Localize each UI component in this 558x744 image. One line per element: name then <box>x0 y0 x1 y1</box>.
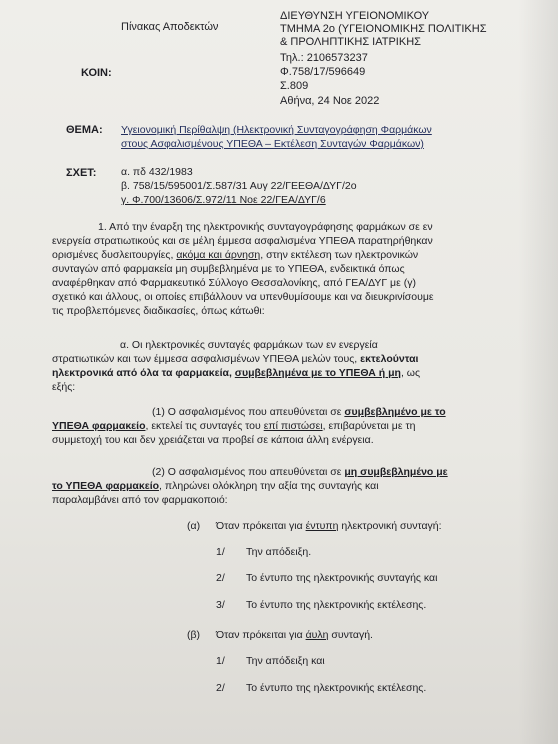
case-b-item-1-num: 1/ <box>216 655 225 667</box>
sub1-l2d: , επιβαρύνεται με τη <box>322 420 416 432</box>
sub2-l2a: το ΥΠΕΘΑ φαρμακείο <box>52 480 160 492</box>
case-a-item-1-num: 1/ <box>216 546 225 558</box>
para1-l3a: ορισμένες δυσλειτουργίες, <box>52 249 177 261</box>
case-a-item-3-num: 3/ <box>216 599 225 611</box>
sub2-l1a: (2) Ο ασφαλισμένος που απευθύνεται σε <box>152 466 345 478</box>
related-a: α. πδ 432/1983 <box>121 166 193 178</box>
para-a-line-1: α. Οι ηλεκτρονικές συνταγές φαρμάκων των εν ενεργεία <box>120 339 378 351</box>
case-b-heading <box>216 629 373 642</box>
koin-label: ΚΟΙΝ: <box>81 67 112 79</box>
case-a-t3: ηλεκτρονική συνταγή: <box>338 520 442 532</box>
case-b-item-2-text: Το έντυπο της ηλεκτρονικής εκτέλεσης. <box>246 682 427 694</box>
case-a-item-3-text: Το έντυπο της ηλεκτρονικής εκτέλεσης. <box>246 599 427 611</box>
subject-line-2: στους Ασφαλισμένους ΥΠΕΘΑ – Εκτέλεση Συνταγών Φαρμάκων) <box>121 138 424 150</box>
para-a-l3c: , ως <box>400 367 421 379</box>
case-a-item-2-text: Το έντυπο της ηλεκτρονικής συνταγής και <box>246 572 438 584</box>
para-a-l2a: στρατιωτικών και των έμμεσα ασφαλισμένων ΥΠΕΘΑ μελών τους, <box>52 353 361 365</box>
sub2-line-1 <box>152 466 448 479</box>
sub2-line-3: παραλαμβάνει από τον φαρμακοποιό: <box>52 494 228 506</box>
sub1-l1b: συμβεβλημένο με το <box>344 406 446 418</box>
related-b: β. 758/15/595001/Σ.587/31 Αυγ 22/ΓΕΕΘΑ/ΔΥΓ/2ο <box>121 180 357 192</box>
para-a-l2b: εκτελούνται <box>360 353 419 365</box>
sub1-line-1 <box>152 406 446 419</box>
para1-l3c: , στην εκτέλεση των ηλεκτρονικών <box>260 249 419 261</box>
para1-line-3 <box>52 249 418 262</box>
para-a-l3b: συμβεβλημένα με το ΥΠΕΘΑ ή μη <box>234 367 401 379</box>
case-a-t1: Όταν πρόκειται για <box>216 520 306 532</box>
para1-line-5: αναφέρθηκαν από Φαρμακευτικό Σύλλογο Θεσσαλονίκης, από ΓΕΑ/ΔΥΓ με (γ) <box>52 277 416 289</box>
header-ref: Φ.758/17/596649 <box>280 66 366 78</box>
sub2-l1b: μη συμβεβλημένο με <box>344 466 448 478</box>
case-b-item-1-text: Την απόδειξη και <box>246 655 325 667</box>
para-a-line-2 <box>52 353 418 366</box>
header-date: Αθήνα, 24 Νοε 2022 <box>280 95 380 107</box>
header-line-2: ΤΜΗΜΑ 2ο (ΥΓΕΙΟΝΟΜΙΚΗΣ ΠΟΛΙΤΙΚΗΣ <box>280 23 487 35</box>
sub1-l2a: ΥΠΕΘΑ φαρμακείο <box>52 420 146 432</box>
case-b-item-2-num: 2/ <box>216 682 225 694</box>
para1-line-1: 1. Από την έναρξη της ηλεκτρονικής συνταγογράφησης φαρμάκων σε εν <box>98 221 433 233</box>
header-line-1: ΔΙΕΥΘΥΝΣΗ ΥΓΕΙΟΝΟΜΙΚΟΥ <box>280 10 430 22</box>
sub1-line-2 <box>52 420 415 433</box>
case-a-label: (α) <box>187 520 201 532</box>
case-b-t1: Όταν πρόκειται για <box>216 629 306 641</box>
case-b-t3: συνταγή. <box>328 629 373 641</box>
para-a-line-4: εξής: <box>52 381 76 393</box>
para1-line-6: σχετικό και άλλους, οι οποίες επιβάλλουν να υπενθυμίσουμε και να διευκρινίσουμε <box>52 291 434 303</box>
page-shadow <box>518 0 558 744</box>
case-b-t2: άυλη <box>305 629 329 641</box>
header-line-3: & ΠΡΟΛΗΠΤΙΚΗΣ ΙΑΤΡΙΚΗΣ <box>280 36 421 48</box>
header-phone: Τηλ.: 2106573237 <box>280 52 368 64</box>
para-a-line-3 <box>52 367 420 380</box>
related-label: ΣΧΕΤ: <box>66 167 97 179</box>
sub2-l2b: , πληρώνει ολόκληρη την αξία της συνταγής και <box>159 480 379 492</box>
para1-line-7: τις προβλεπόμενες διαδικασίες, όπως κάτωθι: <box>52 305 265 317</box>
header-sigma: Σ.809 <box>280 80 309 92</box>
case-a-t2: έντυπη <box>305 520 339 532</box>
sub1-l2c: επί πιστώσει <box>263 420 323 432</box>
para1-l3b: ακόμα και άρνηση <box>176 249 261 261</box>
para-a-l3a: ηλεκτρονικά από όλα τα φαρμακεία, <box>52 367 235 379</box>
para1-line-4: συνταγών από φαρμακεία μη συμβεβλημένα με το ΥΠΕΘΑ, ενδεικτικά όπως <box>52 263 405 275</box>
sub1-l1a: (1) Ο ασφαλισμένος που απευθύνεται σε <box>152 406 345 418</box>
subject-line-1: Υγειονομική Περίθαλψη (Ηλεκτρονική Συνταγογράφηση Φαρμάκων <box>121 124 432 136</box>
subject-label: ΘΕΜΑ: <box>66 124 103 136</box>
case-a-item-2-num: 2/ <box>216 572 225 584</box>
recipients-label: Πίνακας Αποδεκτών <box>121 21 219 33</box>
case-a-heading <box>216 520 442 533</box>
sub2-line-2 <box>52 480 379 493</box>
sub1-l2b: , εκτελεί τις συνταγές του <box>145 420 264 432</box>
para1-line-2: ενεργεία στρατιωτικούς και σε μέλη έμμεσα ασφαλισμένα ΥΠΕΘΑ παρατηρήθηκαν <box>52 235 433 247</box>
case-b-label: (β) <box>187 629 201 641</box>
related-c: γ. Φ.700/13606/Σ.972/11 Νοε 22/ΓΕΑ/ΔΥΓ/6 <box>121 194 326 206</box>
case-a-item-1-text: Την απόδειξη. <box>246 546 312 558</box>
sub1-line-3: συμμετοχή του και δεν χρειάζεται να προβεί σε κάποια άλλη ενέργεια. <box>52 434 374 446</box>
